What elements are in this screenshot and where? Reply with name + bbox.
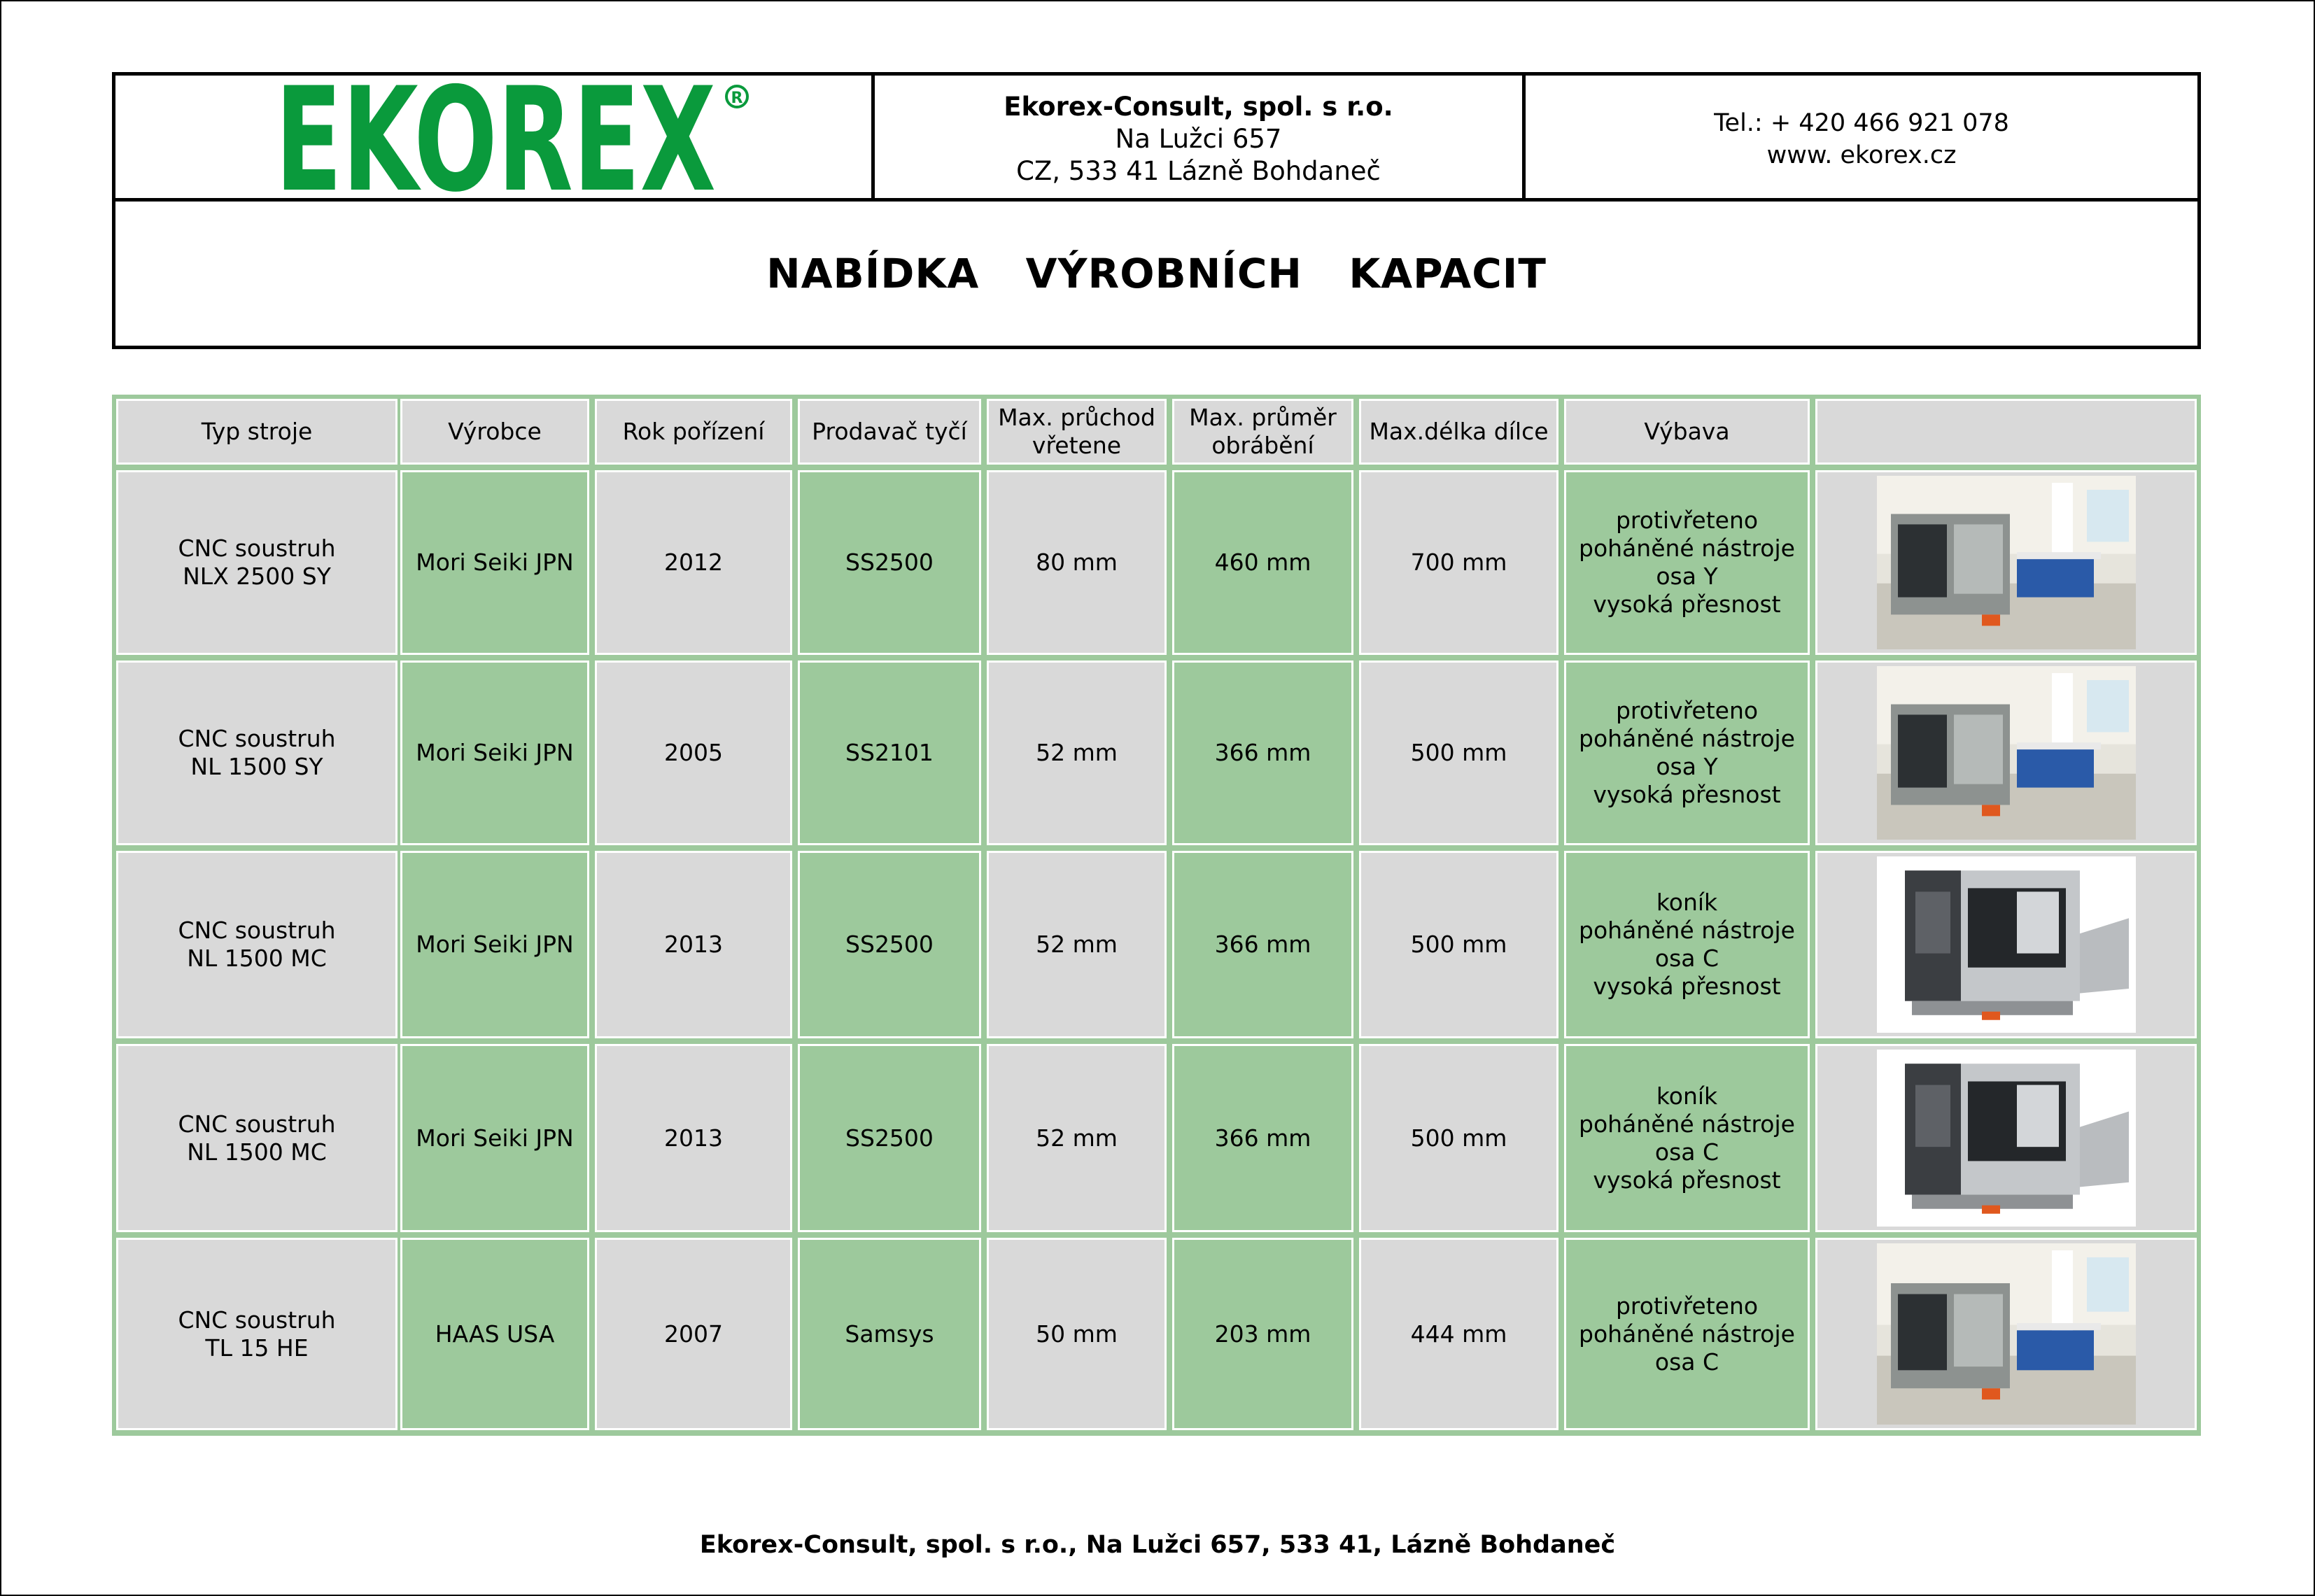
column-header: Max.délka dílce — [1359, 399, 1558, 465]
contact-info — [1526, 76, 2197, 198]
equipment: koník poháněné nástroje osa C vysoká přesnost — [1564, 1044, 1810, 1232]
machine-type: CNC soustruh TL 15 HE — [116, 1238, 397, 1430]
capacity-table — [112, 395, 2201, 1436]
document-title: NABÍDKA VÝROBNÍCH KAPACIT — [766, 250, 1547, 297]
machine-photo — [1877, 856, 2136, 1033]
svg-text:R: R — [731, 90, 743, 107]
purchase-year: 2012 — [595, 470, 792, 655]
company-info — [875, 76, 1526, 198]
bar-feeder: SS2500 — [798, 851, 981, 1038]
address-line2: CZ, 533 41 Lázně Bohdaneč — [1016, 156, 1381, 186]
column-header: Výrobce — [400, 399, 589, 465]
purchase-year: 2005 — [595, 661, 792, 845]
header-row — [115, 76, 2197, 202]
photo-cell — [1815, 851, 2197, 1038]
website-link[interactable]: www. ekorex.cz — [1766, 141, 1957, 169]
column-header — [1815, 399, 2197, 465]
column-header: Typ stroje — [116, 399, 397, 465]
manufacturer: HAAS USA — [400, 1238, 589, 1430]
bar-feeder: SS2101 — [798, 661, 981, 845]
workshop-photo — [1877, 1243, 2136, 1425]
ekorex-logo — [269, 81, 759, 197]
footer-address: Ekorex-Consult, spol. s r.o., Na Lužci 657, 533 41, Lázně Bohdaneč — [699, 1531, 1616, 1559]
address-line1: Na Lužci 657 — [1115, 124, 1282, 154]
machine-photo — [1877, 1050, 2136, 1227]
photo-cell — [1815, 661, 2197, 845]
photo-cell — [1815, 470, 2197, 655]
max-spindle-bore: 52 mm — [987, 661, 1167, 845]
max-spindle-bore: 50 mm — [987, 1238, 1167, 1430]
bar-feeder: Samsys — [798, 1238, 981, 1430]
manufacturer: Mori Seiki JPN — [400, 1044, 589, 1232]
max-spindle-bore: 80 mm — [987, 470, 1167, 655]
max-turning-diameter: 460 mm — [1172, 470, 1353, 655]
equipment: protivřeteno poháněné nástroje osa Y vysoká přesnost — [1564, 470, 1810, 655]
max-part-length: 444 mm — [1359, 1238, 1558, 1430]
equipment: protivřeteno poháněné nástroje osa Y vysoká přesnost — [1564, 661, 1810, 845]
column-header: Max. průchod vřetene — [987, 399, 1167, 465]
photo-cell — [1815, 1044, 2197, 1232]
purchase-year: 2013 — [595, 1044, 792, 1232]
manufacturer: Mori Seiki JPN — [400, 661, 589, 845]
machine-type: CNC soustruh NL 1500 MC — [116, 851, 397, 1038]
column-header: Výbava — [1564, 399, 1810, 465]
max-turning-diameter: 366 mm — [1172, 661, 1353, 845]
max-part-length: 500 mm — [1359, 661, 1558, 845]
workshop-photo — [1877, 476, 2136, 649]
manufacturer: Mori Seiki JPN — [400, 470, 589, 655]
bar-feeder: SS2500 — [798, 1044, 981, 1232]
max-turning-diameter: 366 mm — [1172, 851, 1353, 1038]
max-part-length: 500 mm — [1359, 851, 1558, 1038]
photo-cell — [1815, 1238, 2197, 1430]
max-spindle-bore: 52 mm — [987, 851, 1167, 1038]
workshop-photo — [1877, 666, 2136, 840]
purchase-year: 2007 — [595, 1238, 792, 1430]
document-header — [112, 72, 2201, 349]
max-part-length: 700 mm — [1359, 470, 1558, 655]
column-header: Prodavač tyčí — [798, 399, 981, 465]
max-part-length: 500 mm — [1359, 1044, 1558, 1232]
logo-cell — [115, 76, 875, 198]
manufacturer: Mori Seiki JPN — [400, 851, 589, 1038]
equipment: koník poháněné nástroje osa C vysoká přesnost — [1564, 851, 1810, 1038]
equipment: protivřeteno poháněné nástroje osa C — [1564, 1238, 1810, 1430]
machine-type: CNC soustruh NLX 2500 SY — [116, 470, 397, 655]
purchase-year: 2013 — [595, 851, 792, 1038]
machine-type: CNC soustruh NL 1500 MC — [116, 1044, 397, 1232]
max-turning-diameter: 366 mm — [1172, 1044, 1353, 1232]
company-name: Ekorex-Consult, spol. s r.o. — [1004, 92, 1393, 122]
column-header: Max. průměr obrábění — [1172, 399, 1353, 465]
bar-feeder: SS2500 — [798, 470, 981, 655]
max-spindle-bore: 52 mm — [987, 1044, 1167, 1232]
max-turning-diameter: 203 mm — [1172, 1238, 1353, 1430]
column-header: Rok pořízení — [595, 399, 792, 465]
svg-text:EKOREX: EKOREX — [275, 81, 716, 197]
phone: Tel.: + 420 466 921 078 — [1714, 109, 2009, 137]
machine-type: CNC soustruh NL 1500 SY — [116, 661, 397, 845]
